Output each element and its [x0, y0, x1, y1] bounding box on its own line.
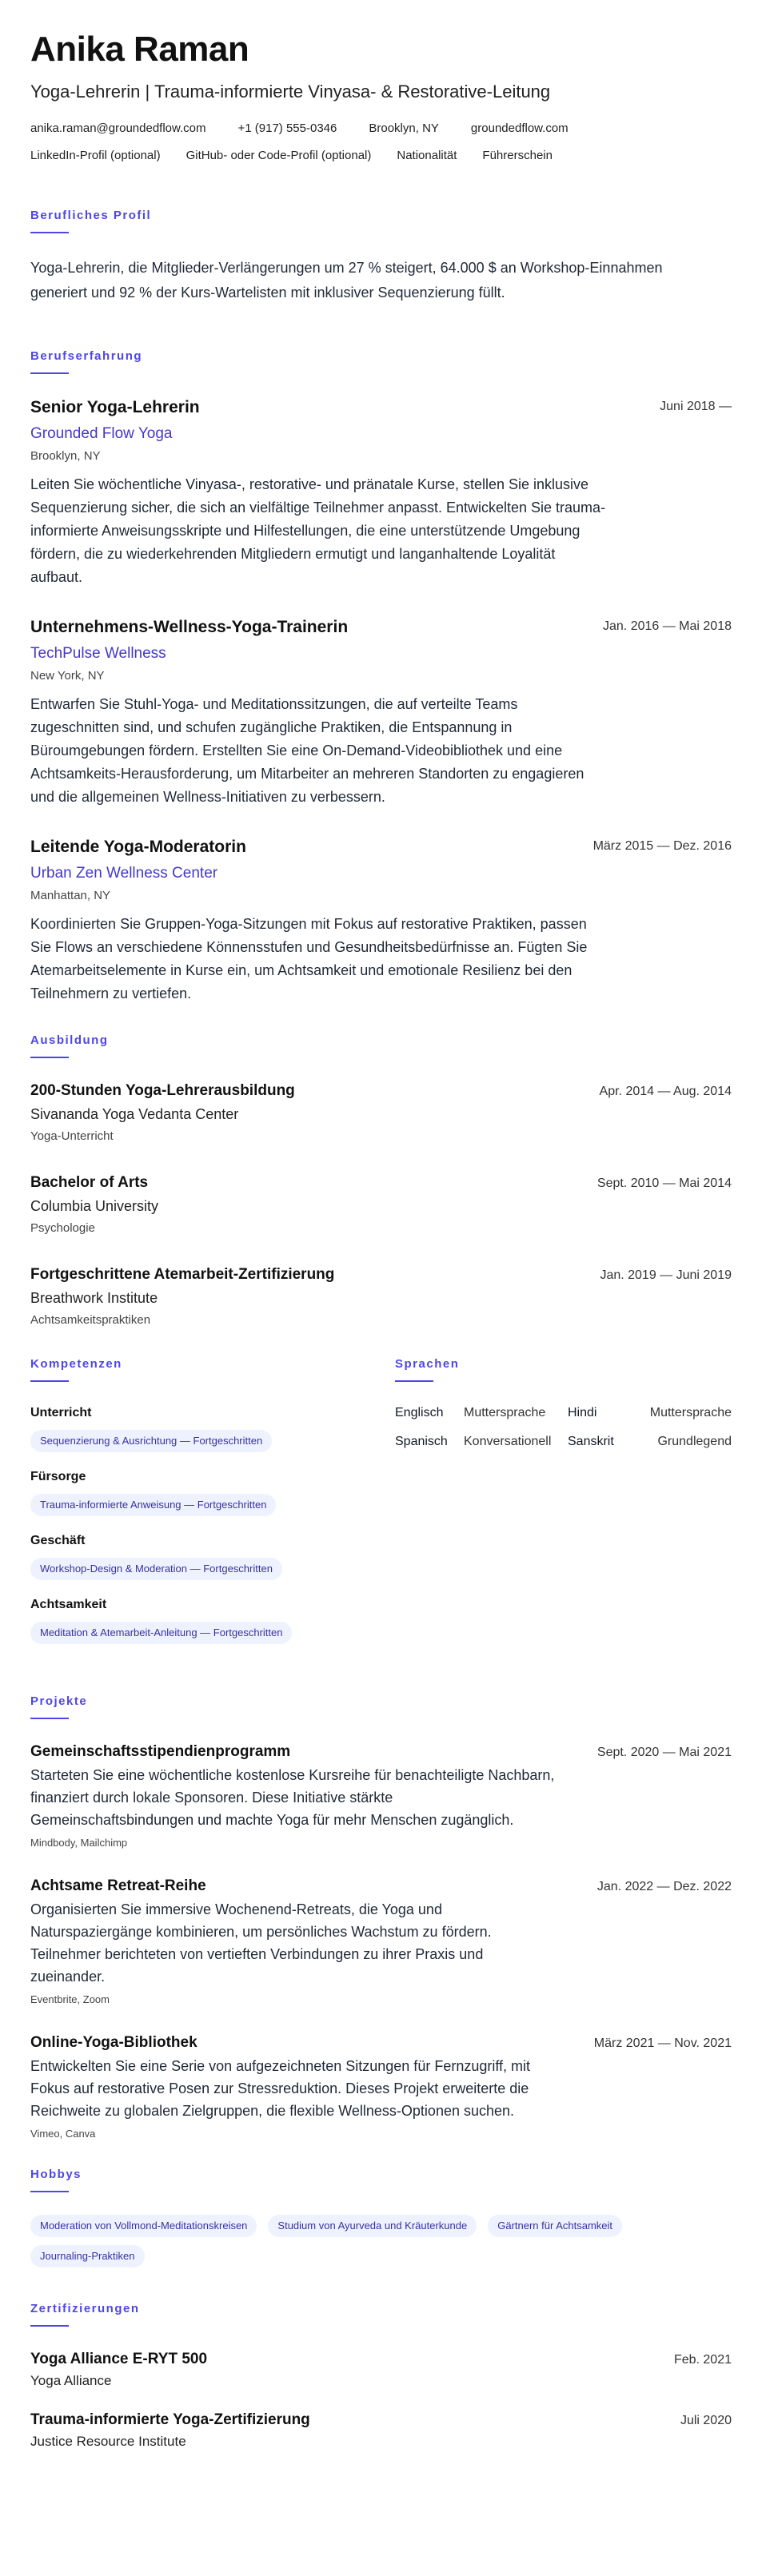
project-description: Starteten Sie eine wöchentliche kostenlose Kursreihe für benachteiligte Nachbarn, finanziert durch lokale Sponsoren. Diese Initiative stärkte Gemeinschaftsbindungen und machte Yoga für mehr Menschen zugänglich. — [30, 1767, 555, 1828]
languages-section — [395, 1356, 732, 1660]
education-date: Sept. 2010 — Mai 2014 — [596, 1177, 732, 1190]
job-description: Leiten Sie wöchentliche Vinyasa-, restorative- und pränatale Kurse, stellen Sie inklusive Sequenzierung sicher, die sich an vielfältige Teilnehmer anpasst. Entwickelten Sie trauma-informierte Anweisungsskripte und Hilfestellungen, die eine unterstützende Umgebung fördern, die zu wiederkehrenden Mitgliedern ermutigt und langanhaltende Loyalität aufbaut. — [30, 476, 606, 585]
section-divider — [395, 1380, 433, 1382]
section-title: Hobbys — [30, 2168, 82, 2181]
certification-issuer: Yoga Alliance — [30, 2373, 112, 2388]
skill-name: Fürsorge — [30, 1470, 86, 1483]
certification-name: Yoga Alliance E-RYT 500 — [30, 2351, 208, 2367]
certification-entry — [30, 2410, 732, 2451]
project-entry — [30, 1876, 732, 2007]
project-entry — [30, 2033, 732, 2141]
skills-languages-row — [30, 1356, 732, 1660]
skill-name: Geschäft — [30, 1534, 86, 1547]
education-degree: Bachelor of Arts — [30, 1174, 149, 1191]
certification-issuer: Justice Resource Institute — [30, 2434, 186, 2449]
section-divider — [30, 2191, 69, 2192]
education-degree: Fortgeschrittene Atemarbeit-Zertifizierung — [30, 1266, 335, 1283]
skill-group — [30, 1532, 395, 1580]
job-date: Juni 2018 — — [660, 400, 732, 413]
project-date: Jan. 2022 — Dez. 2022 — [596, 1880, 732, 1893]
project-entry — [30, 1742, 732, 1850]
section-title: Berufliches Profil — [30, 209, 152, 222]
certification-date: Feb. 2021 — [673, 2353, 732, 2367]
education-degree: 200-Stunden Yoga-Lehrerausbildung — [30, 1082, 295, 1099]
project-description: Entwickelten Sie eine Serie von aufgezeichneten Sitzungen für Fernzugriff, mit Fokus auf restorative Posen zur Stressreduktion. Dieses Projekt erweiterte die Reichweite zu globalen Zielgruppen, die flexible Wellness-Optionen suchen. — [30, 2058, 531, 2119]
hobby-pill: Moderation von Vollmond-Meditationskreisen — [30, 2215, 257, 2237]
job-description: Koordinierten Sie Gruppen-Yoga-Sitzungen mit Fokus auf restorative Praktiken, passen Sie Flows an verschiedene Könnensstufen und Gesundheitsbedürfnisse an. Fügten Sie Atemarbeitselemente in Kurse ein, um Achtsamkeit und emotionale Resilienz bei den Teilnehmern zu vertiefen. — [30, 916, 588, 1001]
job-date: Jan. 2016 — Mai 2018 — [603, 619, 732, 633]
skill-name: Achtsamkeit — [30, 1598, 107, 1611]
skills-section — [30, 1356, 395, 1660]
contact-phone[interactable]: +1 (917) 555-0346 — [237, 121, 337, 135]
certifications-section — [30, 2301, 732, 2451]
job-description: Entwarfen Sie Stuhl-Yoga- und Meditationssitzungen, die auf verteilte Teams zugeschnitten sind, und schufen zugängliche Praktiken, die Entspannung in Büroumgebungen fördern. Erstellten Sie eine On-Demand-Videobibliothek und eine Achtsamkeits-Herausforderung, um Mitarbeiter an mehreren Standorten zu engagieren und die allgemeinen Wellness-Initiativen zu verbessern. — [30, 696, 584, 805]
person-name: Anika Raman — [30, 30, 249, 69]
linkedin-link[interactable]: LinkedIn-Profil (optional) — [30, 149, 161, 162]
experience-section — [30, 348, 732, 1005]
project-name: Gemeinschaftsstipendienprogramm — [30, 1743, 291, 1760]
job-location: Brooklyn, NY — [30, 449, 101, 463]
language-level: Konversationell — [464, 1435, 552, 1448]
job-location: New York, NY — [30, 669, 105, 683]
education-school: Columbia University — [30, 1198, 159, 1214]
skill-pill: Workshop-Design & Moderation — Fortgeschritten — [30, 1558, 282, 1580]
hobbies-section — [30, 2167, 732, 2267]
projects-section — [30, 1694, 732, 2141]
links-row — [30, 147, 732, 165]
contact-website[interactable]: groundedflow.com — [470, 121, 569, 135]
skill-pill: Meditation & Atemarbeit-Anleitung — Fortgeschritten — [30, 1622, 292, 1644]
github-link[interactable]: GitHub- oder Code-Profil (optional) — [186, 149, 372, 162]
project-tools: Eventbrite, Zoom — [30, 1993, 110, 2005]
job-location: Manhattan, NY — [30, 889, 111, 902]
education-school: Breathwork Institute — [30, 1290, 158, 1306]
project-date: Sept. 2020 — Mai 2021 — [596, 1746, 732, 1759]
skill-group — [30, 1404, 395, 1452]
section-title: Projekte — [30, 1694, 88, 1708]
project-tools: Mindbody, Mailchimp — [30, 1837, 128, 1849]
contact-location: Brooklyn, NY — [369, 121, 439, 135]
job-date: März 2015 — Dez. 2016 — [592, 839, 732, 853]
project-tools: Vimeo, Canva — [30, 2128, 96, 2140]
skill-pill: Trauma-informierte Anweisung — Fortgeschritten — [30, 1494, 276, 1516]
job-company: Urban Zen Wellness Center — [30, 865, 218, 882]
project-name: Online-Yoga-Bibliothek — [30, 2034, 197, 2051]
job-title: Unternehmens-Wellness-Yoga-Trainerin — [30, 618, 349, 636]
education-field: Psychologie — [30, 1221, 95, 1235]
section-divider — [30, 1718, 69, 1719]
languages-grid — [395, 1404, 732, 1451]
hobby-list — [30, 2215, 732, 2267]
section-divider — [30, 372, 69, 374]
language-level: Muttersprache — [464, 1406, 546, 1419]
drivers-license: Führerschein — [482, 149, 553, 162]
language-name: Sanskrit — [568, 1435, 614, 1448]
job-company: TechPulse Wellness — [30, 645, 166, 662]
language-name: Spanisch — [395, 1435, 448, 1448]
skill-group — [30, 1468, 395, 1516]
profile-section — [30, 208, 732, 305]
job-entry — [30, 836, 732, 1005]
skill-pill: Sequenzierung & Ausrichtung — Fortgeschritten — [30, 1430, 272, 1452]
education-entry — [30, 1081, 732, 1145]
resume-header — [30, 27, 732, 165]
section-divider — [30, 1380, 69, 1382]
contact-row — [30, 120, 732, 137]
headline: Yoga-Lehrerin | Trauma-informierte Vinyasa- & Restorative-Leitung — [30, 82, 551, 102]
contact-email[interactable]: anika.raman@groundedflow.com — [30, 121, 206, 135]
section-divider — [30, 2325, 69, 2327]
language-level: Muttersprache — [649, 1406, 732, 1419]
section-divider — [30, 232, 69, 233]
project-date: März 2021 — Nov. 2021 — [593, 2037, 732, 2050]
profile-summary: Yoga-Lehrerin, die Mitglieder-Verlängerungen um 27 % steigert, 64.000 $ an Workshop-Einnahmen generiert und 92 % der Kurs-Wartelisten mit inklusiver Sequenzierung füllt. — [30, 260, 663, 301]
certification-entry — [30, 2349, 732, 2391]
education-section — [30, 1033, 732, 1329]
hobby-pill: Gärtnern für Achtsamkeit — [488, 2215, 622, 2237]
education-date: Jan. 2019 — Juni 2019 — [600, 1268, 732, 1282]
section-title: Berufserfahrung — [30, 349, 143, 363]
language-name: Hindi — [568, 1406, 597, 1419]
certification-name: Trauma-informierte Yoga-Zertifizierung — [30, 2411, 310, 2428]
hobby-pill: Journaling-Praktiken — [30, 2245, 145, 2267]
nationality: Nationalität — [397, 149, 457, 162]
certification-date: Juli 2020 — [680, 2414, 732, 2427]
education-date: Apr. 2014 — Aug. 2014 — [599, 1085, 732, 1098]
language-name: Englisch — [395, 1406, 444, 1419]
education-field: Yoga-Unterricht — [30, 1129, 114, 1143]
job-entry — [30, 616, 732, 809]
hobby-pill: Studium von Ayurveda und Kräuterkunde — [268, 2215, 477, 2237]
section-title: Zertifizierungen — [30, 2302, 140, 2315]
job-title: Leitende Yoga-Moderatorin — [30, 838, 246, 856]
language-level: Grundlegend — [657, 1435, 732, 1448]
job-entry — [30, 396, 732, 589]
skill-name: Unterricht — [30, 1406, 92, 1419]
education-entry — [30, 1173, 732, 1237]
project-description: Organisierten Sie immersive Wochenend-Retreats, die Yoga und Naturspaziergänge kombinieren, um persönliches Wachstum zu fördern. Teilnehmer berichteten von vertieften Verbindungen zu ihrer Praxis und zueinander. — [30, 1901, 492, 1985]
section-title: Kompetenzen — [30, 1357, 122, 1371]
section-divider — [30, 1057, 69, 1058]
skill-group — [30, 1596, 395, 1644]
project-name: Achtsame Retreat-Reihe — [30, 1877, 206, 1894]
section-title: Ausbildung — [30, 1033, 109, 1047]
job-title: Senior Yoga-Lehrerin — [30, 398, 200, 416]
section-title: Sprachen — [395, 1357, 460, 1371]
job-company: Grounded Flow Yoga — [30, 425, 173, 442]
education-field: Achtsamkeitspraktiken — [30, 1313, 151, 1327]
education-entry — [30, 1264, 732, 1329]
education-school: Sivananda Yoga Vedanta Center — [30, 1106, 239, 1122]
